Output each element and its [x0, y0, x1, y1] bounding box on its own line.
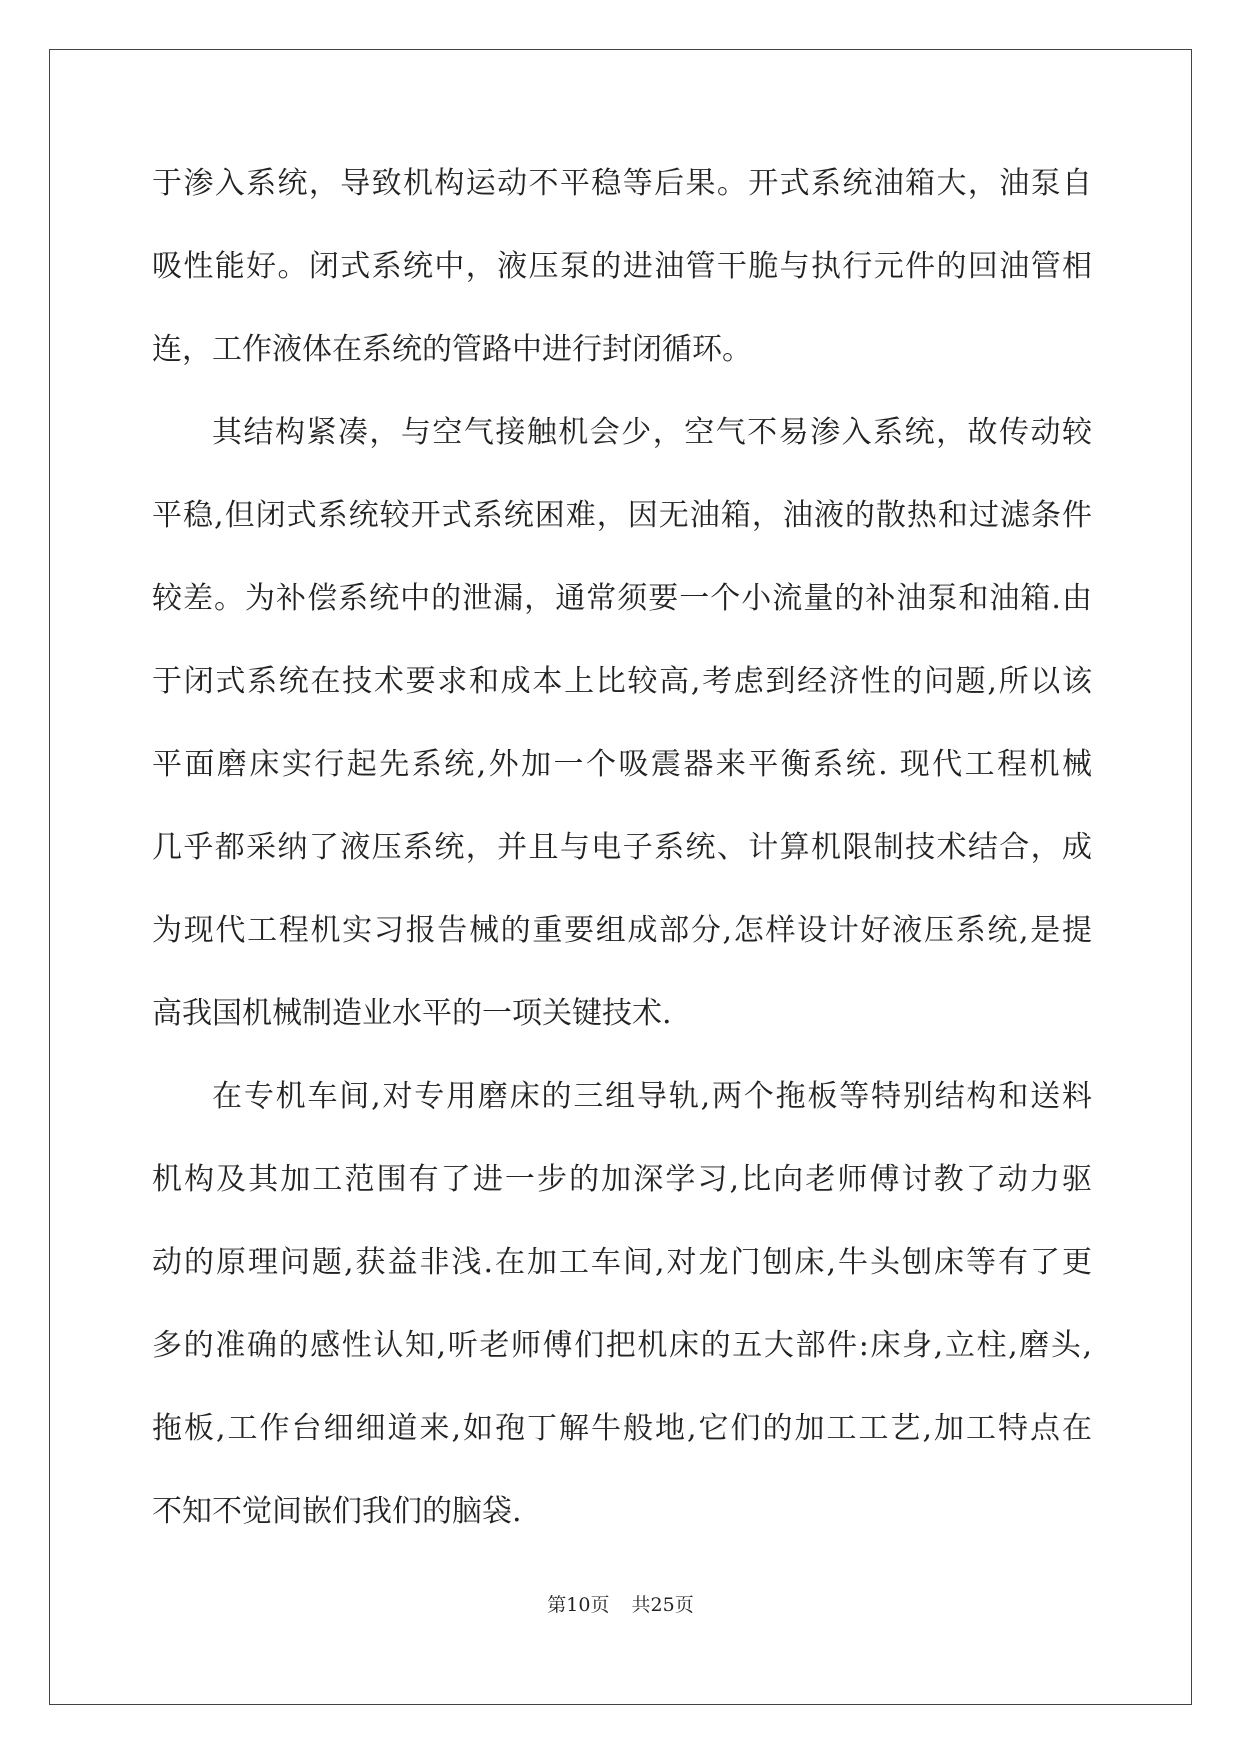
text-line: 在专机车间,对专用磨床的三组导轨,两个拖板等特别结构和送料	[212, 1079, 1092, 1114]
text-line: 多的准确的感性认知,听老师傅们把机床的五大部件:床身,立柱,磨头,	[152, 1328, 1092, 1363]
text-line: 连，工作液体在系统的管路中进行封闭循环。	[152, 332, 752, 367]
text-line: 于闭式系统在技术要求和成本上比较高,考虑到经济性的问题,所以该	[152, 664, 1092, 699]
page-footer	[0, 1590, 1241, 1617]
text-line: 拖板,工作台细细道来,如孢丁解牛般地,它们的加工工艺,加工特点在	[152, 1411, 1092, 1446]
text-line: 几乎都采纳了液压系统，并且与电子系统、计算机限制技术结合，成	[152, 830, 1092, 865]
text-line: 为现代工程机实习报告械的重要组成部分,怎样设计好液压系统,是提	[152, 913, 1092, 948]
text-line: 动的原理问题,获益非浅.在加工车间,对龙门刨床,牛头刨床等有了更	[152, 1245, 1092, 1280]
text-line: 机构及其加工范围有了进一步的加深学习,比向老师傅讨教了动力驱	[152, 1162, 1092, 1197]
text-line: 于渗入系统，导致机构运动不平稳等后果。开式系统油箱大，油泵自	[152, 166, 1092, 201]
text-line: 不知不觉间嵌们我们的脑袋.	[152, 1494, 522, 1529]
text-line: 吸性能好。闭式系统中，液压泵的进油管干脆与执行元件的回油管相	[152, 249, 1092, 284]
total-pages: 共25页	[631, 1594, 694, 1616]
text-line: 其结构紧凑，与空气接触机会少，空气不易渗入系统，故传动较	[212, 415, 1092, 450]
text-line: 平面磨床实行起先系统,外加一个吸震器来平衡系统. 现代工程机械	[152, 747, 1092, 782]
document-body	[152, 155, 1092, 1566]
text-line: 高我国机械制造业水平的一项关键技术.	[152, 996, 672, 1031]
text-line: 较差。为补偿系统中的泄漏，通常须要一个小流量的补油泵和油箱.由	[152, 581, 1092, 616]
text-line: 平稳,但闭式系统较开式系统困难，因无油箱，油液的散热和过滤条件	[152, 498, 1092, 533]
page-number: 第10页	[547, 1594, 610, 1616]
